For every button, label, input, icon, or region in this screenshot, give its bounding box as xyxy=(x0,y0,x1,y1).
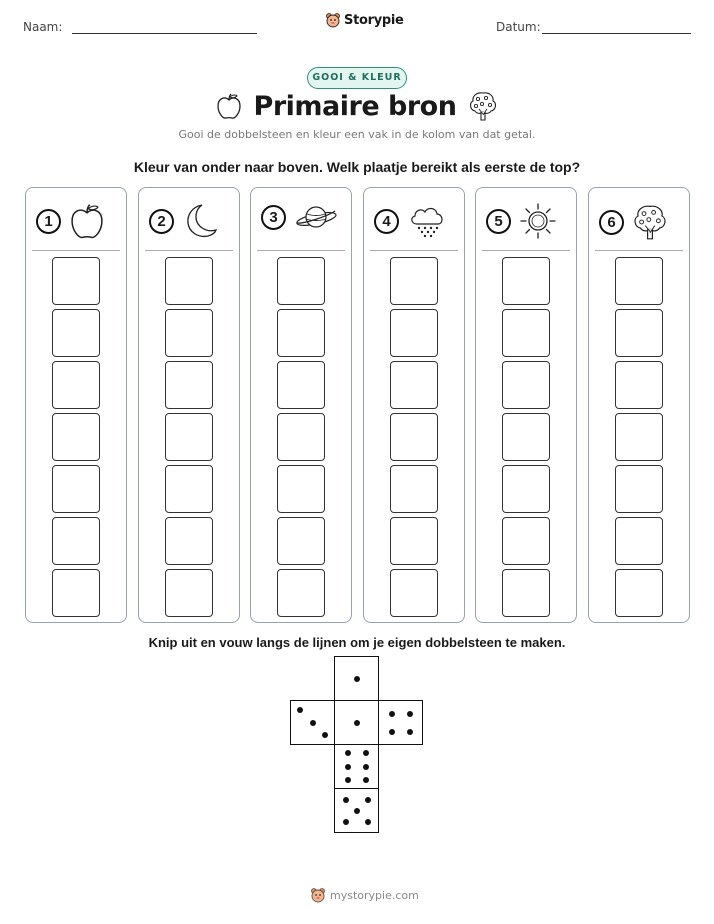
color-box[interactable] xyxy=(390,257,438,305)
page-title: Primaire bron xyxy=(253,90,457,122)
die-instruction: Knip uit en vouw langs de lijnen om je eigen dobbelsteen te maken. xyxy=(148,635,566,650)
color-box[interactable] xyxy=(390,465,438,513)
date-line[interactable] xyxy=(542,33,691,34)
box-stack xyxy=(165,257,213,621)
die-pip xyxy=(389,729,395,735)
color-box[interactable] xyxy=(277,569,325,617)
color-box[interactable] xyxy=(502,517,550,565)
footer xyxy=(310,887,419,903)
die-pip xyxy=(310,720,316,726)
color-box[interactable] xyxy=(277,517,325,565)
color-box[interactable] xyxy=(165,257,213,305)
brand-logo xyxy=(325,12,404,28)
die-pip xyxy=(343,819,349,825)
die-face-bottom xyxy=(334,788,379,833)
moon-icon xyxy=(182,202,218,240)
color-box[interactable] xyxy=(165,517,213,565)
color-box[interactable] xyxy=(615,361,663,409)
box-stack xyxy=(502,257,550,621)
box-stack xyxy=(277,257,325,621)
die-face-right xyxy=(378,700,423,745)
color-box[interactable] xyxy=(615,309,663,357)
die-pip xyxy=(354,676,360,682)
planet-icon xyxy=(294,202,338,232)
column-6 xyxy=(588,187,690,623)
column-4 xyxy=(363,187,465,623)
name-line[interactable] xyxy=(72,33,257,34)
column-number: 2 xyxy=(149,209,174,234)
title-row xyxy=(0,90,714,122)
color-box[interactable] xyxy=(615,257,663,305)
box-stack xyxy=(390,257,438,621)
color-box[interactable] xyxy=(52,361,100,409)
column-divider xyxy=(257,250,345,251)
column-divider xyxy=(145,250,233,251)
color-box[interactable] xyxy=(615,465,663,513)
color-box[interactable] xyxy=(165,569,213,617)
footer-url: mystorypie.com xyxy=(330,888,419,902)
color-box[interactable] xyxy=(390,569,438,617)
die-pip xyxy=(363,764,369,770)
apple-tree-icon xyxy=(468,90,498,122)
date-label: Datum: xyxy=(496,20,541,34)
die-pip xyxy=(354,808,360,814)
column-number: 6 xyxy=(599,210,624,235)
die-pip xyxy=(363,750,369,756)
color-box[interactable] xyxy=(390,309,438,357)
die-face-center xyxy=(334,700,379,745)
color-box[interactable] xyxy=(165,413,213,461)
die-pip xyxy=(345,764,351,770)
die-pip xyxy=(322,732,328,738)
color-box[interactable] xyxy=(390,361,438,409)
die-pip xyxy=(345,750,351,756)
die-pip xyxy=(407,711,413,717)
column-2 xyxy=(138,187,240,623)
color-box[interactable] xyxy=(277,257,325,305)
color-box[interactable] xyxy=(615,517,663,565)
color-box[interactable] xyxy=(165,465,213,513)
die-pip xyxy=(389,711,395,717)
color-box[interactable] xyxy=(277,413,325,461)
question: Kleur van onder naar boven. Welk plaatje bereikt als eerste de top? xyxy=(133,159,581,175)
color-box[interactable] xyxy=(502,569,550,617)
color-box[interactable] xyxy=(52,569,100,617)
color-box[interactable] xyxy=(502,413,550,461)
storypie-mascot-icon xyxy=(310,887,326,903)
column-5 xyxy=(475,187,577,623)
rain-cloud-icon xyxy=(407,202,447,240)
die-pip xyxy=(354,720,360,726)
column-divider xyxy=(370,250,458,251)
column-divider xyxy=(482,250,570,251)
color-box[interactable] xyxy=(277,465,325,513)
storypie-mascot-icon xyxy=(325,12,341,28)
apple-tree-icon xyxy=(632,202,668,242)
apple-icon xyxy=(69,202,105,240)
color-box[interactable] xyxy=(52,309,100,357)
color-box[interactable] xyxy=(502,309,550,357)
die-pip xyxy=(365,819,371,825)
color-box[interactable] xyxy=(277,361,325,409)
die-face-lower xyxy=(334,744,379,789)
subtitle: Gooi de dobbelsteen en kleur een vak in de kolom van dat getal. xyxy=(178,128,536,141)
sun-icon xyxy=(519,202,557,240)
die-face-left xyxy=(290,700,335,745)
activity-badge: GOOI & KLEUR xyxy=(307,67,407,89)
color-box[interactable] xyxy=(277,309,325,357)
die-face-top xyxy=(334,656,379,701)
die-pip xyxy=(345,777,351,783)
color-box[interactable] xyxy=(52,413,100,461)
column-3 xyxy=(250,187,352,623)
box-stack xyxy=(615,257,663,621)
die-pip xyxy=(363,777,369,783)
column-number: 3 xyxy=(261,205,286,230)
brand-name: Storypie xyxy=(344,12,404,28)
column-divider xyxy=(32,250,120,251)
color-box[interactable] xyxy=(165,309,213,357)
column-1 xyxy=(25,187,127,623)
color-box[interactable] xyxy=(165,361,213,409)
color-box[interactable] xyxy=(502,361,550,409)
box-stack xyxy=(52,257,100,621)
column-number: 5 xyxy=(486,209,511,234)
color-box[interactable] xyxy=(52,257,100,305)
color-box[interactable] xyxy=(52,517,100,565)
column-number: 4 xyxy=(374,209,399,234)
color-box[interactable] xyxy=(615,569,663,617)
die-pip xyxy=(365,797,371,803)
color-box[interactable] xyxy=(390,517,438,565)
die-pip xyxy=(407,729,413,735)
die-pip xyxy=(343,797,349,803)
color-box[interactable] xyxy=(615,413,663,461)
color-box[interactable] xyxy=(502,257,550,305)
color-box[interactable] xyxy=(52,465,100,513)
column-number: 1 xyxy=(36,209,61,234)
color-box[interactable] xyxy=(390,413,438,461)
color-box[interactable] xyxy=(502,465,550,513)
apple-icon xyxy=(216,92,242,120)
column-divider xyxy=(595,250,683,251)
name-label: Naam: xyxy=(23,20,63,34)
die-pip xyxy=(297,707,303,713)
